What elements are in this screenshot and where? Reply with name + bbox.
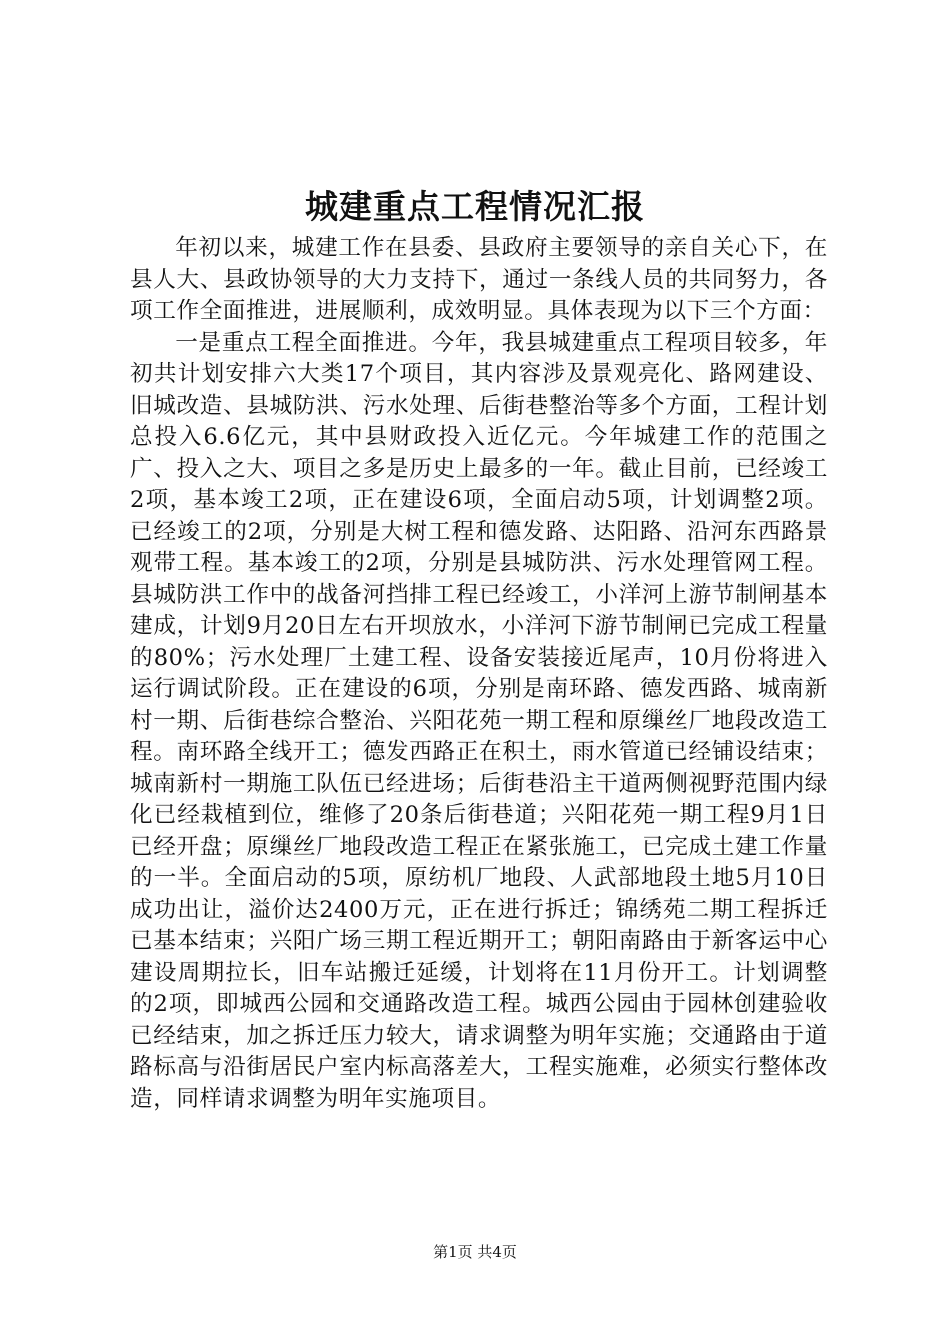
document-body	[130, 233, 828, 1115]
paragraph-intro: 年初以来，城建工作在县委、县政府主要领导的亲自关心下，在县人大、县政协领导的大力支持下，通过一条线人员的共同努力，各项工作全面推进，进展顺利，成效明显。具体表现为以下三个方面：	[130, 235, 828, 324]
paragraph-key-projects: 一是重点工程全面推进。今年，我县城建重点工程项目较多，年初共计划安排六大类17个项目，其内容涉及景观亮化、路网建设、旧城改造、县城防洪、污水处理、后街巷整治等多个方面，工程计划总投入6.6亿元，其中县财政投入近亿元。今年城建工作的范围之广、投入之大、项目之多是历史上最多的一年。截止目前，已经竣工2项，基本竣工2项，正在建设6项，全面启动5项，计划调整2项。已经竣工的2项，分别是大树工程和德发路、达阳路、沿河东西路景观带工程。基本竣工的2项，分别是县城防洪、污水处理管网工程。县城防洪工作中的战备河挡排工程已经竣工，小洋河上游节制闸基本建成，计划9月20日左右开坝放水，小洋河下游节制闸已完成工程量的80%；污水处理厂土建工程、设备安装接近尾声，10月份将进入运行调试阶段。正在建设的6项，分别是南环路、德发西路、城南新村一期、后街巷综合整治、兴阳花苑一期工程和原缫丝厂地段改造工程。南环路全线开工；德发西路正在积土，雨水管道已经铺设结束；城南新村一期施工队伍已经进场；后街巷沿主干道两侧视野范围内绿化已经栽植到位，维修了20条后街巷道；兴阳花苑一期工程9月1日已经开盘；原缫丝厂地段改造工程正在紧张施工，已完成土建工作量的一半。全面启动的5项，原纺机厂地段、人武部地段土地5月10日成功出让，溢价达2400万元，正在进行拆迁；锦绣苑二期工程拆迁已基本结束；兴阳广场三期工程近期开工；朝阳南路由于新客运中心建设周期拉长，旧车站搬迁延缓，计划将在11月份开工。计划调整的2项，即城西公园和交通路改造工程。城西公园由于园林创建验收已经结束，加之拆迁压力较大，请求调整为明年实施；交通路由于道路标高与沿街居民户室内标高落差大，工程实施难，必须实行整体改造，同样请求调整为明年实施项目。	[130, 329, 828, 1112]
page-number-footer: 第1页 共4页	[433, 1243, 517, 1261]
document-title: 城建重点工程情况汇报	[305, 187, 645, 226]
